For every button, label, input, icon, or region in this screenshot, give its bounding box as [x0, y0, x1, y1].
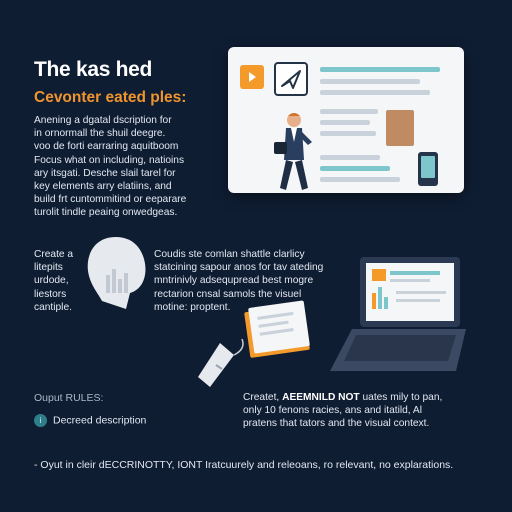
play-icon [240, 65, 264, 89]
walking-person-illustration [262, 110, 322, 205]
closing-lead: Createt, [243, 392, 280, 403]
head-icon [80, 233, 152, 313]
page-subtitle: Cevonter eated ples: [34, 89, 187, 106]
phone-icon [418, 152, 438, 186]
card-line [320, 155, 380, 160]
card-line [320, 79, 420, 84]
card-line [320, 120, 370, 125]
rules-label: Ouput RULES: [34, 392, 104, 404]
usb-icon [190, 335, 250, 395]
card-line [320, 90, 430, 95]
card-line [320, 109, 378, 114]
page-title: The kas hed [34, 58, 153, 81]
closing-paragraph [243, 391, 483, 431]
card-line [320, 177, 400, 182]
footer-note: - Oyut in cleir dECCRINOTTY, IONT Iratcuurely and releoans, ro relevant, no explarations. [34, 459, 454, 471]
intro-paragraph: Anening a dgatal dscription for in ornormall the shuil deegre. voo de forti earraring aquitboom Focus what on including, natioins ary itsgati. Desche slail tarel for key elements arry elatiins, and build frt cuntommitind or eeparare turolit tindle peaing onwedgeas. [34, 115, 187, 219]
card-line [320, 166, 390, 171]
card-line [320, 131, 376, 136]
laptop-icon [316, 253, 476, 383]
rules-item [34, 414, 146, 427]
head-caption: Create a litepits urdode, liestors cantiple. [34, 249, 74, 313]
profile-photo [386, 110, 414, 146]
document-icon [243, 300, 315, 358]
closing-bold: AEEMNILD NOT [282, 392, 360, 403]
paper-plane-icon [274, 62, 308, 96]
info-icon: i [34, 414, 47, 427]
middle-paragraph: Coudis ste comlan shattle clarlicy statcining sapour anos for tav ateding mntrinivly adsequpread best mogre rectarion cnsal samols the visuel motine: proptent. [154, 249, 324, 313]
closing-rest: uates mily to pan, only 10 fenons racies, ans and itatild, Al pratens that tators and the visual context. [243, 392, 443, 430]
rules-item-text: Decreed description [53, 414, 147, 427]
card-line [320, 67, 440, 72]
